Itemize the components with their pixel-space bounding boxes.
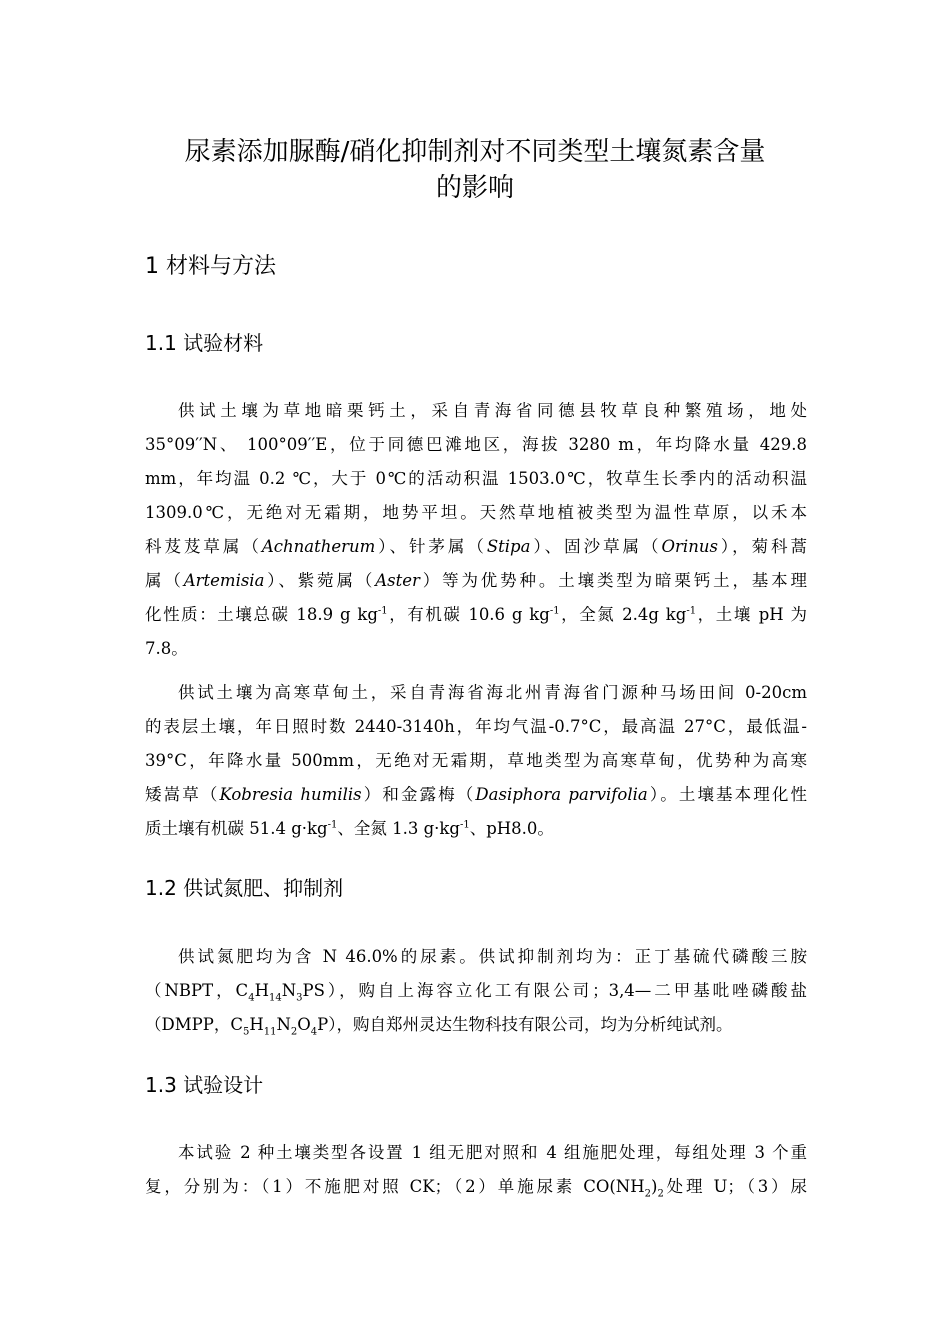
subscript: 11: [263, 1026, 277, 1038]
text-line: [145, 778, 807, 812]
superscript: -1: [549, 605, 560, 617]
text-line: 供试土壤为高寒草甸土，采自青海省海北州青海省门源种马场田间 0-20cm: [178, 683, 807, 702]
section-heading-1-1: 1.1 试验材料: [145, 331, 264, 355]
subscript: 2: [290, 1026, 298, 1038]
text-line: 7.8。: [145, 639, 188, 658]
text-span: 科芨芨草属（: [145, 537, 262, 556]
text-span: ）。土壤基本理化性: [647, 785, 808, 804]
text-line: 的表层土壤，年日照时数 2440-3140h，年均气温-0.7°C，最高温 27°C，最低温-: [145, 717, 807, 736]
genus-name: Aster: [375, 571, 420, 590]
superscript: -1: [459, 819, 470, 831]
text-span: 质土壤有机碳 51.4 g·kg: [145, 819, 328, 838]
superscript: -1: [327, 819, 338, 831]
subscript: 3: [296, 992, 303, 1004]
text-span: ，有机碳 10.6 g kg: [387, 605, 550, 624]
species-name: Kobresia humilis: [219, 785, 362, 804]
genus-name: Artemisia: [183, 571, 265, 590]
section-heading-1: 1 材料与方法: [145, 254, 276, 279]
subscript: 14: [268, 992, 282, 1004]
text-line: [145, 598, 807, 632]
paragraph-design: [145, 1136, 807, 1204]
text-line: [145, 1008, 807, 1042]
text-span: N: [281, 981, 297, 1000]
text-span: 矮嵩草（: [145, 785, 220, 804]
text-span: ）和金露梅（: [361, 785, 476, 804]
text-span: 、全氮 1.3 g·kg: [337, 819, 460, 838]
text-span: H: [254, 981, 269, 1000]
superscript: -1: [686, 605, 697, 617]
text-span: P），购自郑州灵达生物科技有限公司，均为分析纯试剂。: [317, 1015, 733, 1034]
text-span: 、pH8.0。: [469, 819, 554, 838]
text-span: ）、固沙草属（: [530, 537, 662, 556]
genus-name: Stipa: [486, 537, 531, 556]
paragraph-soil-meadow: [145, 676, 807, 846]
text-span: 处理 U；（3）尿: [663, 1177, 807, 1196]
genus-name: Orinus: [661, 537, 718, 556]
text-span: ），菊科蒿: [717, 537, 808, 556]
text-line: [145, 564, 807, 598]
text-span: H: [249, 1015, 264, 1034]
section-heading-1-3: 1.3 试验设计: [145, 1073, 264, 1097]
text-span: ，土壤 pH 为: [696, 605, 807, 624]
text-span: ）、针茅属（: [375, 537, 487, 556]
subscript: 5: [242, 1026, 250, 1038]
text-line: 本试验 2 种土壤类型各设置 1 组无肥对照和 4 组施肥处理，每组处理 3 个重: [178, 1143, 807, 1162]
species-name: Dasiphora parvifolia: [475, 785, 648, 804]
text-line: 39°C，年降水量 500mm，无绝对无霜期，草地类型为高寒草甸，优势种为高寒: [145, 751, 807, 770]
paragraph-soil-chestnut: [145, 394, 807, 666]
text-span: 化性质：土壤总碳 18.9 g kg: [145, 605, 378, 624]
text-span: 复，分别为：（1）不施肥对照 CK；（2）单施尿素 CO(NH: [145, 1177, 645, 1196]
text-line: 1309.0℃，无绝对无霜期，地势平坦。天然草地植被类型为温性草原，以禾本: [145, 503, 807, 522]
text-span: ）、紫菀属（: [264, 571, 376, 590]
text-span: ）等为优势种。土壤类型为暗栗钙土，基本理: [419, 571, 808, 590]
text-span: （DMPP，C: [145, 1015, 243, 1034]
genus-name: Achnatherum: [261, 537, 376, 556]
subscript: 2: [657, 1188, 664, 1200]
text-line: [145, 1170, 807, 1204]
text-line: [145, 974, 807, 1008]
text-line: mm，年均温 0.2 ℃，大于 0℃的活动积温 1503.0℃，牧草生长季内的活动积温: [145, 469, 807, 488]
text-line: [145, 530, 807, 564]
text-span: （NBPT，C: [145, 981, 249, 1000]
subscript: 2: [644, 1188, 652, 1200]
text-span: O: [297, 1015, 311, 1034]
title-line-2: 的影响: [435, 173, 514, 203]
paper-title: [120, 134, 830, 206]
text-line: 供试土壤为草地暗栗钙土，采自青海省同德县牧草良种繁殖场，地处: [178, 401, 807, 420]
text-line: [145, 812, 807, 846]
title-line-1: 尿素添加脲酶/硝化抑制剂对不同类型土壤氮素含量: [184, 137, 766, 167]
subscript: 4: [248, 992, 255, 1004]
subscript: 4: [310, 1026, 318, 1038]
text-span: PS），购自上海容立化工有限公司；3,4—二甲基吡唑磷酸盐: [302, 981, 807, 1000]
section-heading-1-2: 1.2 供试氮肥、抑制剂: [145, 876, 344, 900]
text-line: 35°09′′N、 100°09′′E，位于同德巴滩地区，海拔 3280 m，年均降水量 429.8: [145, 435, 807, 454]
text-span: ): [651, 1177, 658, 1196]
text-span: N: [276, 1015, 291, 1034]
superscript: -1: [377, 605, 388, 617]
text-line: 供试氮肥均为含 N 46.0%的尿素。供试抑制剂均为：正丁基硫代磷酸三胺: [178, 947, 807, 966]
text-span: 属（: [145, 571, 184, 590]
paragraph-fertilizer: [145, 940, 807, 1042]
text-span: ，全氮 2.4g kg: [559, 605, 687, 624]
